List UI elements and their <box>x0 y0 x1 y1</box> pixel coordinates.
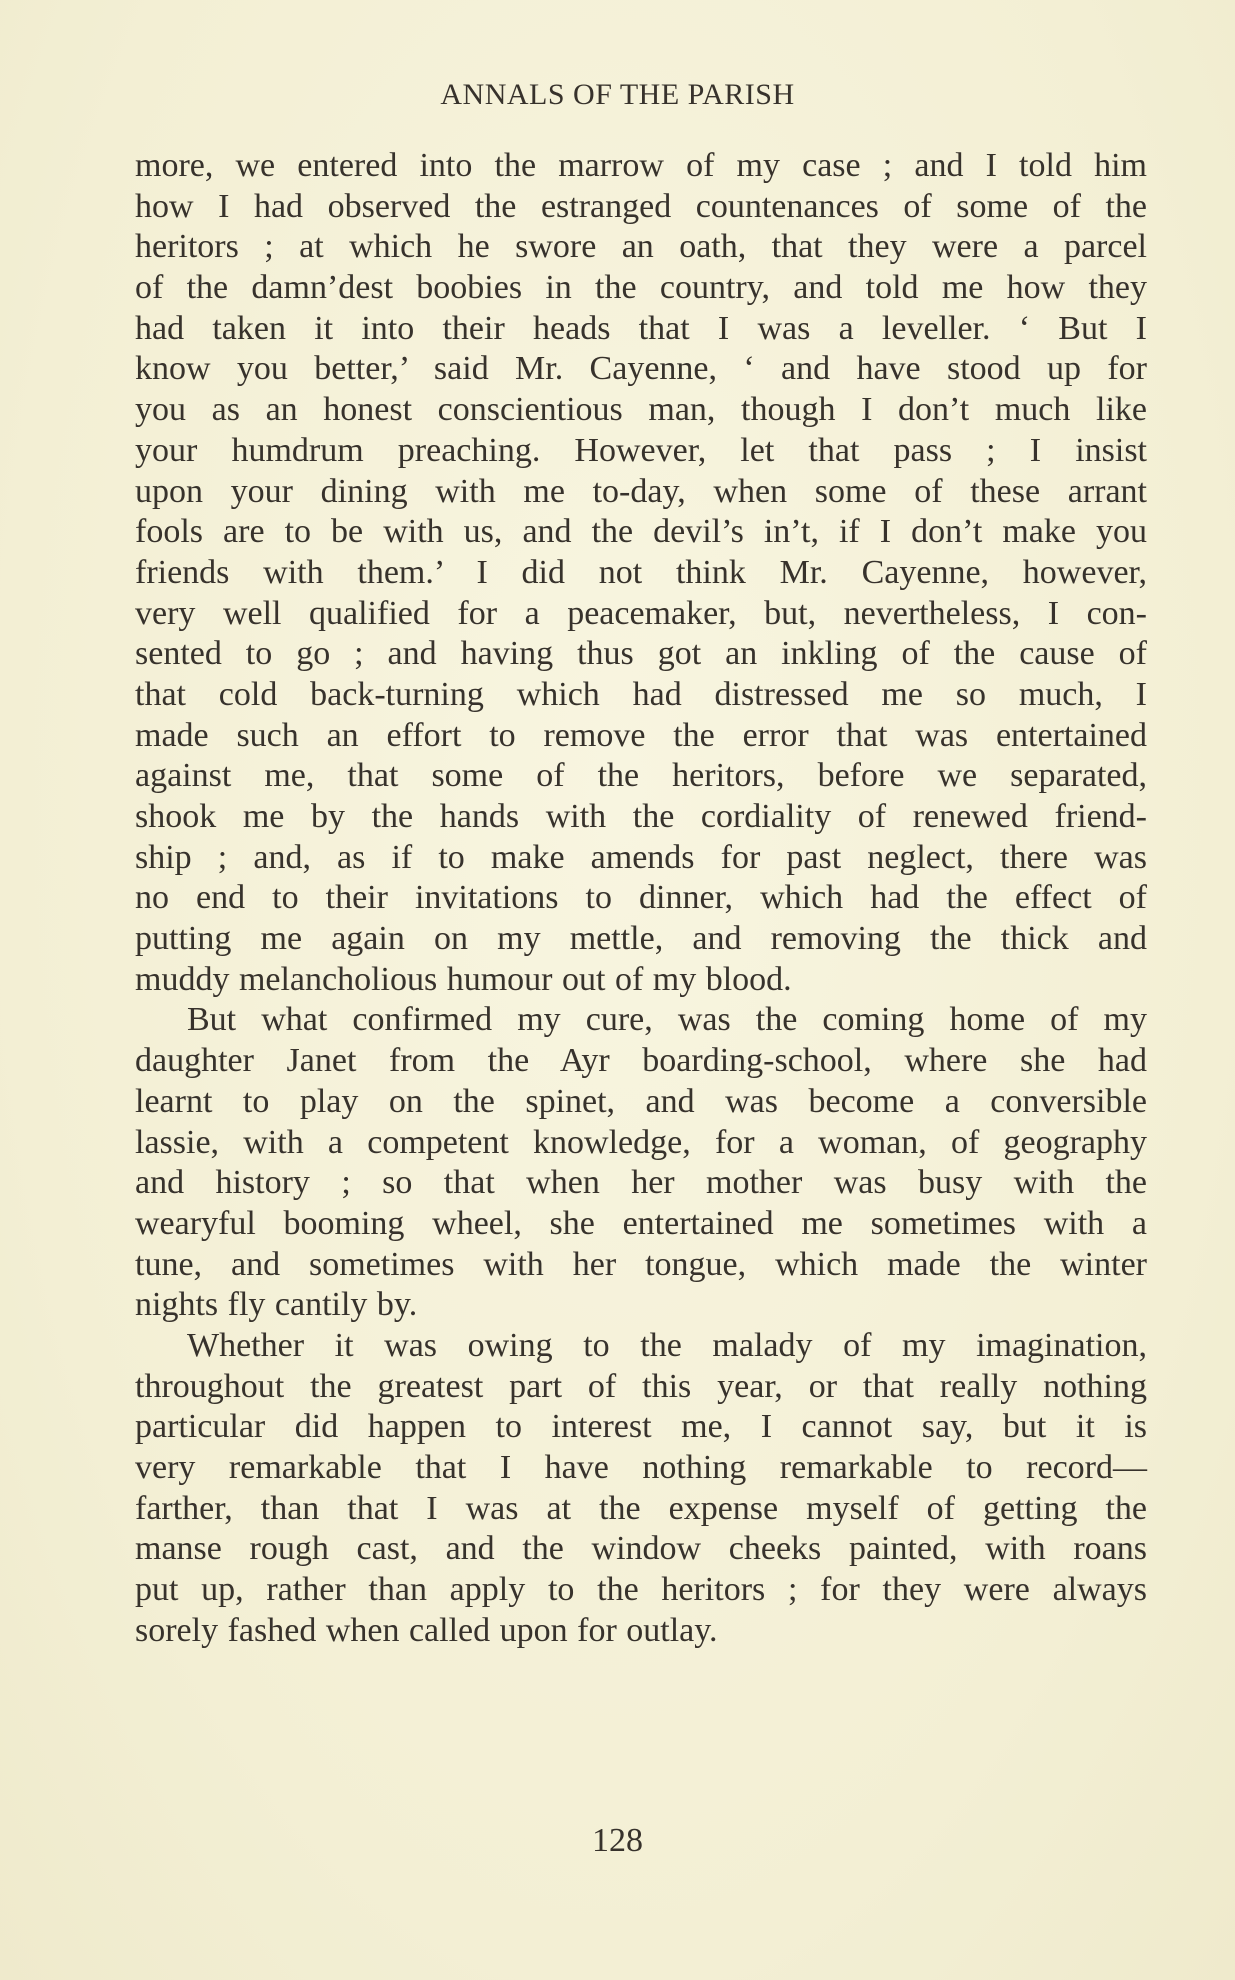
text-line: heritors ; at which he swore an oath, that they were a parcel <box>135 228 1147 266</box>
text-line: But what confirmed my cure, was the coming home of my <box>187 1001 1147 1039</box>
text-line: you as an honest conscientious man, though I don’t much like <box>135 391 1147 429</box>
text-line: put up, rather than apply to the heritors ; for they were always <box>135 1571 1147 1609</box>
text-line: lassie, with a competent knowledge, for a woman, of geography <box>135 1123 1147 1161</box>
text-line: farther, than that I was at the expense myself of getting the <box>135 1489 1147 1527</box>
text-line: made such an effort to remove the error that was entertained <box>135 716 1147 754</box>
text-line: upon your dining with me to-day, when some of these arrant <box>135 472 1147 510</box>
text-line: no end to their invitations to dinner, which had the effect of <box>135 879 1147 917</box>
paragraph <box>135 146 1147 1000</box>
text-line: particular did happen to interest me, I cannot say, but it is <box>135 1408 1147 1446</box>
text-line: nights fly cantily by. <box>135 1286 418 1324</box>
text-line: daughter Janet from the Ayr boarding-school, where she had <box>135 1042 1147 1080</box>
text-line: throughout the greatest part of this year, or that really nothing <box>135 1367 1147 1405</box>
text-line: your humdrum preaching. However, let that pass ; I insist <box>135 431 1147 469</box>
text-line: fools are to be with us, and the devil’s in’t, if I don’t make you <box>135 513 1147 551</box>
text-line: more, we entered into the marrow of my case ; and I told him <box>135 147 1147 184</box>
page-number: 128 <box>592 1822 643 1859</box>
text-line: very remarkable that I have nothing remarkable to record— <box>135 1449 1147 1486</box>
body-text <box>135 146 1147 1651</box>
text-line: shook me by the hands with the cordiality of renewed friend- <box>135 798 1147 835</box>
paragraph <box>135 1000 1147 1326</box>
text-line: against me, that some of the heritors, before we separated, <box>135 757 1147 795</box>
text-line: putting me again on my mettle, and removing the thick and <box>135 920 1147 958</box>
paragraph <box>135 1326 1147 1652</box>
text-line: friends with them.’ I did not think Mr. Cayenne, however, <box>135 553 1147 591</box>
text-line: that cold back-turning which had distressed me so much, I <box>135 675 1147 713</box>
text-line: had taken it into their heads that I was a leveller. ‘ But I <box>135 309 1147 347</box>
text-line: of the damn’dest boobies in the country, and told me how they <box>135 269 1147 307</box>
text-line: know you better,’ said Mr. Cayenne, ‘ and have stood up for <box>135 350 1147 388</box>
text-line: learnt to play on the spinet, and was become a conversible <box>135 1082 1147 1120</box>
text-line: Whether it was owing to the malady of my imagination, <box>187 1326 1147 1364</box>
text-line: how I had observed the estranged countenances of some of the <box>135 187 1147 225</box>
text-line: ship ; and, as if to make amends for past neglect, there was <box>135 838 1147 876</box>
text-line: manse rough cast, and the window cheeks painted, with roans <box>135 1530 1147 1568</box>
text-line: sented to go ; and having thus got an inkling of the cause of <box>135 635 1147 673</box>
text-line: sorely fashed when called upon for outlay. <box>135 1611 718 1649</box>
running-head: ANNALS OF THE PARISH <box>440 78 795 111</box>
text-line: tune, and sometimes with her tongue, which made the winter <box>135 1245 1147 1283</box>
text-line: wearyful booming wheel, she entertained me sometimes with a <box>135 1204 1147 1242</box>
text-line: and history ; so that when her mother was busy with the <box>135 1164 1147 1202</box>
text-line: very well qualified for a peacemaker, but, nevertheless, I con- <box>135 594 1147 632</box>
text-line: muddy melancholious humour out of my blood. <box>135 960 792 998</box>
